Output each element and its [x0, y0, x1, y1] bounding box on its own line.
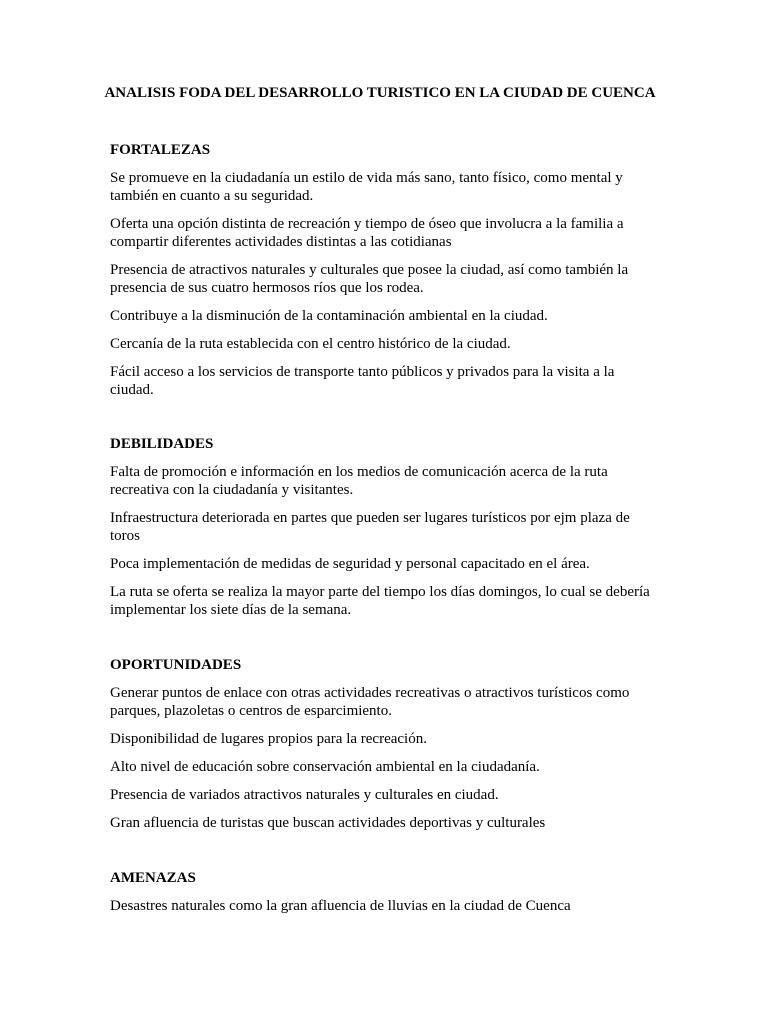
section-debilidades — [110, 435, 650, 619]
section-heading-fortalezas: FORTALEZAS — [110, 142, 211, 158]
fortalezas-item: Presencia de atractivos naturales y culturales que posee la ciudad, así como también la presencia de sus cuatro hermosos ríos que los rodea. — [110, 262, 629, 296]
oportunidades-item: Generar puntos de enlace con otras actividades recreativas o atractivos turísticos como parques, plazoletas o centros de esparcimiento. — [110, 685, 630, 719]
fortalezas-item: Cercanía de la ruta establecida con el centro histórico de la ciudad. — [110, 336, 511, 352]
debilidades-item: Infraestructura deteriorada en partes que pueden ser lugares turísticos por ejm plaza de toros — [110, 510, 630, 544]
document-title: ANALISIS FODA DEL DESARROLLO TURISTICO EN LA CIUDAD DE CUENCA — [104, 85, 656, 101]
fortalezas-item: Fácil acceso a los servicios de transporte tanto públicos y privados para la visita a la ciudad. — [110, 364, 615, 398]
fortalezas-item: Se promueve en la ciudadanía un estilo de vida más sano, tanto físico, como mental y también en cuanto a su seguridad. — [110, 170, 623, 204]
fortalezas-item: Contribuye a la disminución de la contaminación ambiental en la ciudad. — [110, 308, 548, 324]
section-amenazas — [110, 869, 650, 915]
section-fortalezas — [110, 141, 650, 399]
amenazas-item: Desastres naturales como la gran afluencia de lluvias en la ciudad de Cuenca — [110, 898, 571, 914]
section-heading-amenazas: AMENAZAS — [110, 870, 196, 886]
oportunidades-item: Alto nivel de educación sobre conservación ambiental en la ciudadanía. — [110, 759, 540, 775]
fortalezas-item: Oferta una opción distinta de recreación y tiempo de óseo que involucra a la familia a compartir diferentes actividades distintas a las cotidianas — [110, 216, 624, 250]
debilidades-item: Poca implementación de medidas de seguridad y personal capacitado en el área. — [110, 556, 590, 572]
debilidades-item: Falta de promoción e información en los medios de comunicación acerca de la ruta recreativa con la ciudadanía y visitantes. — [110, 464, 608, 498]
section-heading-debilidades: DEBILIDADES — [110, 436, 214, 452]
debilidades-item: La ruta se oferta se realiza la mayor parte del tiempo los días domingos, lo cual se debería implementar los siete días de la semana. — [110, 584, 650, 618]
oportunidades-item: Gran afluencia de turistas que buscan actividades deportivas y culturales — [110, 815, 546, 831]
section-heading-oportunidades: OPORTUNIDADES — [110, 657, 242, 673]
section-oportunidades — [110, 656, 650, 832]
oportunidades-item: Presencia de variados atractivos naturales y culturales en ciudad. — [110, 787, 499, 803]
oportunidades-item: Disponibilidad de lugares propios para la recreación. — [110, 731, 427, 747]
document-page — [104, 84, 656, 925]
